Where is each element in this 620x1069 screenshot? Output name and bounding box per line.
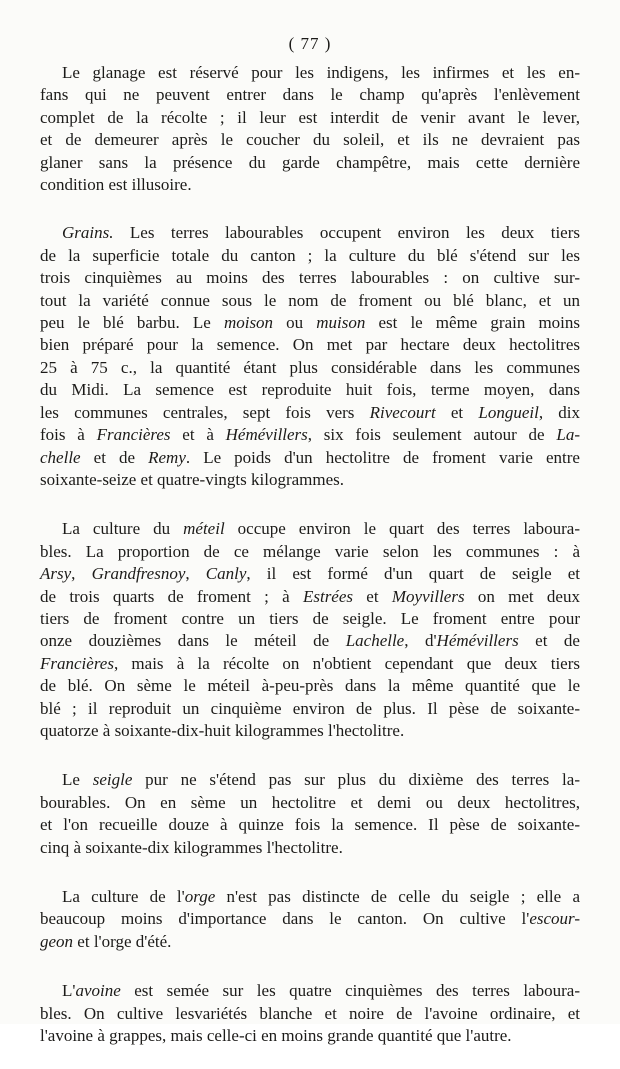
text-run: , dix xyxy=(538,402,580,422)
text-run: du Midi. La semence est reproduite huit fois, terme moyen, dans xyxy=(40,380,580,400)
italic-term: geon xyxy=(40,931,74,951)
text-line xyxy=(40,357,580,379)
text-run: bien préparé pour la semence. On met par hectare deux hectolitres xyxy=(40,335,580,355)
text-run: fois à xyxy=(40,425,97,445)
text-run: , mais à la récolte on n'obtient cependant que deux tiers xyxy=(113,653,580,673)
text-run: Le xyxy=(62,770,93,790)
text-line xyxy=(40,245,580,267)
text-line xyxy=(40,792,580,814)
paragraph xyxy=(40,769,580,859)
body-text xyxy=(40,60,580,1069)
text-line xyxy=(40,312,580,334)
text-run: quatorze à soixante-dix-huit kilogrammes l'hectolitre. xyxy=(40,720,405,740)
text-run: et de xyxy=(80,447,149,467)
paragraph xyxy=(40,886,580,953)
paragraph xyxy=(40,980,580,1047)
page-number: ( 77 ) xyxy=(288,34,332,53)
italic-term: Grandfresnoy xyxy=(91,564,186,584)
text-run: , d' xyxy=(404,631,437,651)
text-run: et l'orge d'été. xyxy=(73,931,172,951)
text-run: tout la variété connue sous le nom de froment ou blé blanc, et un xyxy=(40,290,580,310)
text-run: onze douzièmes dans le méteil de xyxy=(40,631,346,651)
text-line xyxy=(40,563,580,585)
text-line xyxy=(40,290,580,312)
italic-term: Remy xyxy=(148,447,186,467)
text-run: L' xyxy=(62,981,76,1001)
italic-term: Hémévillers xyxy=(225,425,308,445)
text-line xyxy=(40,379,580,401)
text-run: soixante-seize et quatre-vingts kilogrammes. xyxy=(40,469,345,489)
text-run: fans qui ne peuvent entrer dans le champ qu'après l'enlèvement xyxy=(40,85,580,105)
text-line xyxy=(40,653,580,675)
text-line xyxy=(40,720,580,742)
text-run: blé ; il reproduit un cinquième environ de plus. Il pèse de soixante- xyxy=(40,698,580,718)
text-line xyxy=(40,908,580,930)
text-run: et de xyxy=(518,631,580,651)
text-line xyxy=(40,152,580,174)
text-run: peu le blé barbu. Le xyxy=(40,313,224,333)
text-run: Le glanage est réservé pour les indigens, les infirmes et les en- xyxy=(62,63,580,82)
text-run: , xyxy=(185,564,206,584)
text-run: bourables. On en sème un hectolitre et demi ou deux hectolitres, xyxy=(40,792,580,812)
text-run: et xyxy=(353,586,392,606)
text-line xyxy=(40,518,580,540)
text-line xyxy=(40,1003,580,1025)
italic-term: Longueil xyxy=(478,402,539,422)
italic-term: chelle xyxy=(40,447,81,467)
italic-term: Francières xyxy=(40,653,114,673)
italic-term: Francières xyxy=(96,425,171,445)
text-run: glaner sans la présence du garde champêtre, mais cette dernière xyxy=(40,152,580,172)
text-line xyxy=(40,608,580,630)
italic-term: Estrées xyxy=(302,586,354,606)
text-line xyxy=(40,129,580,151)
text-run: de la superficie totale du canton ; la culture du blé s'étend sur les xyxy=(40,245,580,265)
italic-term: seigle xyxy=(92,770,133,790)
text-run: , il est formé d'un quart de seigle et xyxy=(246,564,581,584)
text-run: est semée sur les quatre cinquièmes des terres laboura- xyxy=(120,981,580,1001)
text-run: complet de la récolte ; il leur est interdit de venir avant le lever, xyxy=(40,107,580,127)
text-run: condition est illusoire. xyxy=(40,175,192,195)
text-line xyxy=(40,447,580,469)
italic-term: Moyvillers xyxy=(391,586,465,606)
text-run: est le même grain moins xyxy=(365,313,581,333)
text-line xyxy=(40,769,580,791)
paragraph xyxy=(40,518,580,742)
text-line xyxy=(40,84,580,106)
italic-term: orge xyxy=(184,887,216,906)
italic-term: muison xyxy=(316,313,366,333)
text-run: beaucoup moins d'importance dans le canton. On cultive l' xyxy=(40,909,530,929)
text-run: trois cinquièmes au moins des terres labourables : on cultive sur- xyxy=(40,268,580,288)
text-run: ou xyxy=(273,313,317,333)
text-line xyxy=(40,698,580,720)
text-line xyxy=(40,980,580,1002)
text-line xyxy=(40,886,580,908)
text-line xyxy=(40,107,580,129)
italic-term: Hémévillers xyxy=(436,631,519,651)
paragraph xyxy=(40,222,580,491)
italic-term: Grains. xyxy=(62,223,114,243)
text-line xyxy=(40,469,580,491)
italic-term: Arsy xyxy=(40,564,72,584)
text-line xyxy=(40,675,580,697)
text-line xyxy=(40,837,580,859)
italic-term: Rivecourt xyxy=(369,402,436,422)
text-line xyxy=(40,541,580,563)
text-line xyxy=(40,424,580,446)
text-run: 25 à 75 c., la quantité étant plus considérable dans les communes xyxy=(40,357,580,377)
text-run: de trois quarts de froment ; à xyxy=(40,586,303,606)
text-line xyxy=(40,1025,580,1047)
text-run: bles. On cultive lesvariétés blanche et noire de l'avoine ordinaire, et xyxy=(40,1003,580,1023)
text-run: et xyxy=(435,402,479,422)
text-line xyxy=(40,630,580,652)
text-run: . Le poids d'un hectolitre de froment varie entre xyxy=(185,447,580,467)
text-run: La culture du xyxy=(62,519,184,539)
text-run: de blé. On sème le méteil à-peu-près dans la même quantité que le xyxy=(40,676,580,696)
text-line xyxy=(40,586,580,608)
italic-term: escour- xyxy=(529,909,580,929)
text-line xyxy=(40,222,580,244)
text-run: occupe environ le quart des terres laboura- xyxy=(224,519,580,539)
text-run: pur ne s'étend pas sur plus du dixième des terres la- xyxy=(132,770,580,790)
text-run: l'avoine à grappes, mais celle-ci en moins grande quantité que l'autre. xyxy=(40,1026,512,1046)
italic-term: La- xyxy=(556,425,580,445)
text-run: et l'on recueille douze à quinze fois la semence. Il pèse de soixante- xyxy=(40,815,580,835)
text-run: Les terres labourables occupent environ les deux tiers xyxy=(113,223,580,243)
text-run: La culture de l' xyxy=(62,887,185,906)
text-run: et de demeurer après le coucher du soleil, et ils ne devraient pas xyxy=(40,130,580,150)
text-run: les communes centrales, sept fois vers xyxy=(40,402,370,422)
italic-term: moison xyxy=(223,313,274,333)
text-line xyxy=(40,931,580,953)
text-line xyxy=(40,174,580,196)
text-run: n'est pas distincte de celle du seigle ; elle a xyxy=(215,887,580,906)
paragraph xyxy=(40,62,580,196)
text-line xyxy=(40,402,580,424)
text-run: tiers de froment contre un tiers de seigle. Le froment entre pour xyxy=(40,608,580,628)
text-run: , six fois seulement autour de xyxy=(307,425,557,445)
text-line xyxy=(40,814,580,836)
text-run: bles. La proportion de ce mélange varie selon les communes : à xyxy=(40,541,580,561)
italic-term: méteil xyxy=(183,519,225,539)
text-line xyxy=(40,334,580,356)
text-run: et à xyxy=(170,425,226,445)
text-line xyxy=(40,267,580,289)
text-run: , xyxy=(71,564,92,584)
italic-term: Canly xyxy=(205,564,247,584)
italic-term: avoine xyxy=(75,981,121,1001)
italic-term: Lachelle xyxy=(345,631,405,651)
text-run: cinq à soixante-dix kilogrammes l'hectolitre. xyxy=(40,837,343,857)
text-run: on met deux xyxy=(464,586,580,606)
text-line xyxy=(40,62,580,84)
